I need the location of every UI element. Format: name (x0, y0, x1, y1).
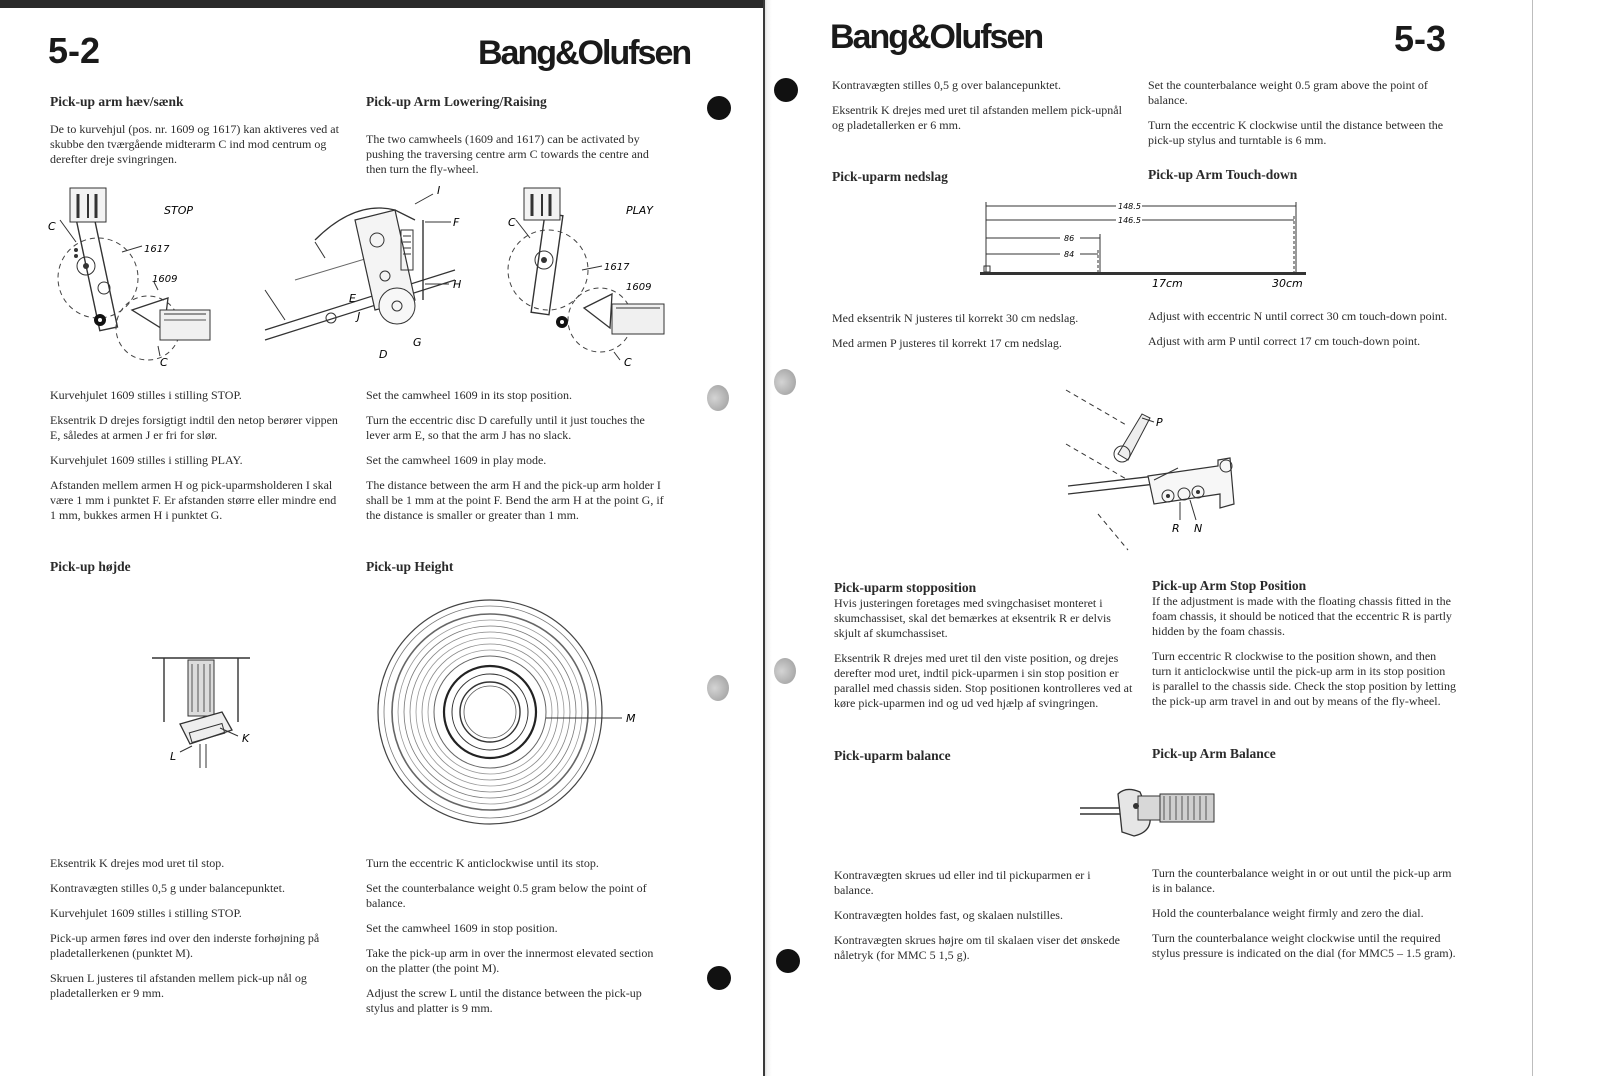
binder-hole (707, 96, 731, 120)
paragraph-adjust-da-1: Kurvehjulet 1609 stilles i stilling STOP. (50, 388, 242, 402)
column-s4-da (834, 868, 1130, 963)
heading-touchdown-en: Pick-up Arm Touch-down (1148, 167, 1298, 182)
binder-hole (774, 369, 796, 395)
figure-platter (360, 592, 660, 842)
paragraph-s3-en-1: If the adjustment is made with the floating chassis fitted in the foam chassis, it should be noticed that the eccentric R is partly hidden by the foam chassis. (1152, 594, 1452, 638)
paragraph-height-da-5: Skruen L justeres til afstanden mellem pick-up nål og pladetallerken er 9 mm. (50, 971, 307, 1000)
fig1-label-j: J (357, 310, 361, 323)
left-page (0, 0, 764, 1076)
column-height-en (366, 856, 666, 1016)
figure-touchdown-dimensions (976, 196, 1316, 290)
heading-arm-lowering-da: Pick-up arm hæv/sænk (50, 94, 184, 109)
paragraph-s3-en-2: Turn eccentric R clockwise to the position shown, and then turn it anticlockwise until the pick-up arm in its stop position is parallel to the chassis side. Check the stop position by letting the pick-up arm travel in and out by means of the fly-wheel. (1152, 649, 1456, 708)
fig1-label-g: G (413, 336, 422, 349)
column-s1-da (832, 78, 1128, 133)
column-s3-en (1152, 578, 1456, 709)
fig1-label-i: I (437, 184, 441, 197)
right-page (772, 0, 1532, 1076)
page-number-right: 5-3 (1394, 18, 1447, 59)
binder-hole (707, 385, 729, 411)
figure-camwheel-play (500, 180, 690, 370)
heading-stop-position-da: Pick-uparm stopposition (834, 580, 977, 595)
fig-platter-m: M (626, 712, 636, 725)
fig1-play-c-top: C (508, 216, 516, 229)
column-s2-da (832, 311, 1128, 351)
paragraph-adjust-da-4: Afstanden mellem armen H og pick-uparmsholderen I skal være 1 mm i punktet F. Er afstanden større eller mindre end 1 mm, bukkes armen H i punktet G. (50, 478, 337, 522)
paragraph-adjust-en-1: Set the camwheel 1609 in its stop position. (366, 388, 572, 402)
binder-hole (774, 78, 798, 102)
column-adjust-da (50, 388, 342, 523)
heading-pickup-height-da: Pick-up højde (50, 559, 131, 574)
paragraph-s1-en-2: Turn the eccentric K clockwise until the distance between the pick-up stylus and turntable is 6 mm. (1148, 118, 1444, 147)
paragraph-height-da-2: Kontravægten stilles 0,5 g under balancepunktet. (50, 881, 285, 895)
dim-17cm: 17cm (1152, 277, 1183, 290)
column-adjust-en (366, 388, 666, 523)
binder-hole (774, 658, 796, 684)
paragraph-arm-lowering-da: De to kurvehjul (pos. nr. 1609 og 1617) kan aktiveres ved at skubbe den tværgående midterarm C ind mod centrum og derefter dreje svingringen. (50, 122, 339, 166)
paragraph-s1-en-1: Set the counterbalance weight 0.5 gram above the point of balance. (1148, 78, 1428, 107)
fig-arm-n: N (1194, 522, 1203, 535)
paragraph-adjust-en-4: The distance between the arm H and the pick-up arm holder I shall be 1 mm at the point F. Bend the arm H at the point G, if the distance is smaller or greater than 1 mm. (366, 478, 664, 522)
fig1-stop-1617: 1617 (144, 244, 170, 255)
fig-arm-p: P (1156, 416, 1163, 429)
binder-hole (776, 949, 800, 973)
fig-height-k: K (242, 732, 250, 745)
column-height-da (50, 856, 342, 1001)
paragraph-s2-da-1: Med eksentrik N justeres til korrekt 30 cm nedslag. (832, 311, 1079, 325)
dim-146-5: 146.5 (1118, 216, 1141, 225)
fig1-label-d: D (379, 348, 388, 361)
paragraph-s2-en-1: Adjust with eccentric N until correct 30 cm touch-down point. (1148, 309, 1448, 323)
figure-counterbalance (1078, 776, 1218, 842)
paragraph-s4-da-3: Kontravægten skrues højre om til skalaen viser det ønskede nåletryk (for MMC 5 1,5 g). (834, 933, 1120, 962)
fig-height-l: L (170, 750, 177, 763)
fig1-play-1617: 1617 (604, 262, 630, 273)
paragraph-s4-da-2: Kontravægten holdes fast, og skalaen nulstilles. (834, 908, 1063, 922)
heading-balance-en: Pick-up Arm Balance (1152, 746, 1276, 761)
figure-camwheel-stop (40, 180, 240, 370)
fig1-play-c-bottom: C (624, 356, 632, 369)
paragraph-height-da-3: Kurvehjulet 1609 stilles i stilling STOP. (50, 906, 242, 920)
paragraph-s4-en-2: Hold the counterbalance weight firmly and zero the dial. (1152, 906, 1424, 920)
figure-arm-eccentric (1058, 384, 1258, 554)
dim-84: 84 (1064, 250, 1075, 259)
page-divider (763, 0, 765, 1076)
fig1-play-1609: 1609 (626, 282, 652, 293)
fig1-stop-1609: 1609 (152, 274, 178, 285)
paragraph-s2-da-2: Med armen P justeres til korrekt 17 cm nedslag. (832, 336, 1062, 350)
paragraph-height-en-5: Adjust the screw L until the distance between the pick-up stylus and platter is 9 mm. (366, 986, 642, 1015)
fig1-stop-c-top: C (48, 220, 56, 233)
fig-arm-r: R (1172, 522, 1180, 535)
heading-arm-lowering-en: Pick-up Arm Lowering/Raising (366, 94, 547, 109)
binder-hole (707, 675, 729, 701)
paragraph-height-da-4: Pick-up armen føres ind over den inderste forhøjning på pladetallerkenen (punktet M). (50, 931, 320, 960)
fig1-stop-c-bottom: C (160, 356, 168, 369)
column-s1-en (1148, 78, 1448, 148)
dim-30cm: 30cm (1272, 277, 1303, 290)
paragraph-height-en-3: Set the camwheel 1609 in stop position. (366, 921, 558, 935)
column-s3-da (834, 580, 1134, 711)
paragraph-s4-da-1: Kontravægten skrues ud eller ind til pickuparmen er i balance. (834, 868, 1091, 897)
heading-pickup-height-en: Pick-up Height (366, 559, 454, 574)
paragraph-adjust-en-3: Set the camwheel 1609 in play mode. (366, 453, 547, 467)
heading-stop-position-en: Pick-up Arm Stop Position (1152, 578, 1307, 593)
fig1-play-label: PLAY (626, 204, 654, 217)
page-number-left: 5-2 (48, 30, 101, 71)
fig1-stop-label: STOP (164, 204, 193, 217)
fig1-label-f: F (453, 216, 460, 229)
figure-lift-mechanism (255, 180, 475, 370)
figure-height-cartridge (150, 648, 270, 778)
fig1-label-h: H (453, 278, 462, 291)
book-spine (764, 0, 772, 1076)
paragraph-arm-lowering-en: The two camwheels (1609 and 1617) can be activated by pushing the traversing centre arm C towards the centre and then turn the fly-wheel. (366, 132, 649, 176)
paragraph-adjust-en-2: Turn the eccentric disc D carefully until it just touches the lever arm E, so that the arm J has no slack. (366, 413, 645, 442)
heading-balance-da: Pick-uparm balance (834, 748, 951, 763)
column-s2-en (1148, 309, 1448, 349)
paragraph-height-da-1: Eksentrik K drejes mod uret til stop. (50, 856, 225, 870)
paragraph-s2-en-2: Adjust with arm P until correct 17 cm touch-down point. (1148, 334, 1421, 348)
paragraph-s1-da-1: Kontravægten stilles 0,5 g over balancepunktet. (832, 78, 1061, 92)
paragraph-height-en-2: Set the counterbalance weight 0.5 gram below the point of balance. (366, 881, 647, 910)
paragraph-adjust-da-2: Eksentrik D drejes forsigtigt indtil den netop berører vippen E, således at armen J er fri for slør. (50, 413, 338, 442)
paragraph-s1-da-2: Eksentrik K drejes med uret til afstanden mellem pick-upnål og pladetallerken er 6 mm. (832, 103, 1122, 132)
paragraph-s3-da-1: Hvis justeringen foretages med svingchasiset monteret i skumchassiset, skal det bemærkes at eksentrik R er delvis skjult af skumchassiset. (834, 596, 1111, 640)
binder-hole (707, 966, 731, 990)
dim-148-5: 148.5 (1118, 202, 1141, 211)
dim-86: 86 (1064, 234, 1075, 243)
paragraph-s4-en-1: Turn the counterbalance weight in or out until the pick-up arm is in balance. (1152, 866, 1452, 895)
paragraph-height-en-4: Take the pick-up arm in over the innermost elevated section on the platter (the point M). (366, 946, 654, 975)
paragraph-s3-da-2: Eksentrik R drejes med uret til den viste position, og drejes derefter mod uret, indtil pick-uparmen i sin stop position er parallel med chassis siden. Stop positionen kontrolleres ved at køre pick-uparmen ind og ud ved hjælp af svingringen. (834, 651, 1133, 710)
heading-touchdown-da: Pick-uparm nedslag (832, 169, 948, 184)
paragraph-height-en-1: Turn the eccentric K anticlockwise until its stop. (366, 856, 599, 870)
brand-logo-left: Bang&Olufsen (478, 34, 691, 72)
brand-logo-right: Bang&Olufsen (830, 18, 1043, 56)
fig1-label-e: E (349, 292, 356, 305)
page-edge (1532, 0, 1600, 1076)
paragraph-adjust-da-3: Kurvehjulet 1609 stilles i stilling PLAY. (50, 453, 243, 467)
paragraph-s4-en-3: Turn the counterbalance weight clockwise until the required stylus pressure is indicated on the dial (for MMC5 – 1.5 gram). (1152, 931, 1456, 960)
column-s4-en (1152, 866, 1456, 961)
